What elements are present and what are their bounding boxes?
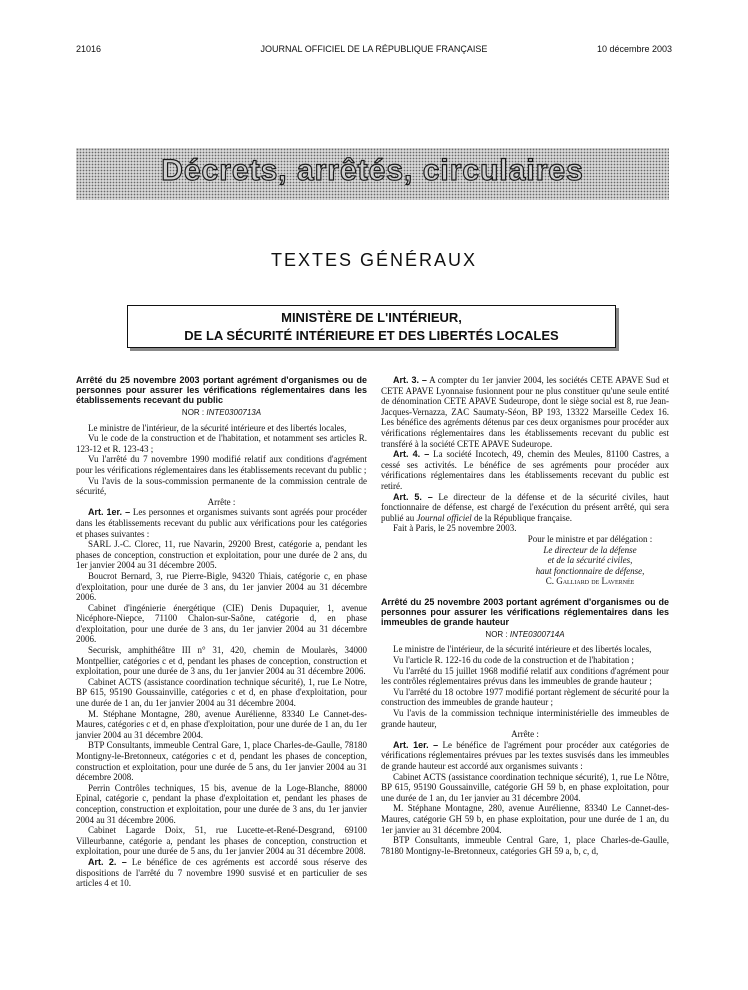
list-item: Securisk, amphithéâtre III n° 31, 420, chemin de Moularès, 34000 Montpellier, catégories c et d, pendant les phases de conception, construction et exploitation, pour une durée de 3 ans, du 1er janvier 2004 au 31 décembre 2006. bbox=[76, 645, 367, 677]
journal-title: JOURNAL OFFICIEL DE LA RÉPUBLIQUE FRANÇAISE bbox=[260, 44, 488, 54]
arrete-heading: Arrête : bbox=[511, 729, 539, 740]
article-2: Art. 2. – Le bénéfice de ces agréments est accordé sous réserve des dispositions de l'arrêté du 7 novembre 1990 susvisé et en particulier de ses articles 4 et 10. bbox=[76, 856, 368, 889]
article-label: Art. 2. – bbox=[88, 856, 127, 867]
list-item: M. Stéphane Montagne, 280, avenue Aurélienne, 83340 Le Cannet-des-Maures, catégories c et d, en phase d'exploitation, pour une durée de 1 an, du 1er janvier 2004 au 31 décembre 2004. bbox=[76, 708, 367, 740]
article-5: Art. 5. – Le directeur de la défense et de la sécurité civiles, haut fonctionnaire de défense, est chargé de l'exécution du présent arrêté, qui sera publié au Journal officiel de la République française. bbox=[381, 491, 670, 523]
nor-reference-2: NOR : INTE0300714A bbox=[485, 629, 565, 639]
article-label: Art. 4. – bbox=[393, 449, 430, 460]
paragraph: Vu l'article R. 122-16 du code de la construction et de l'habitation ; bbox=[393, 655, 634, 666]
list-item: Cabinet ACTS (assistance coordination technique sécurité), 1, rue Le Nôtre, BP 615, 95190 Goussainville, catégorie GH 59 b, en phase exploitation, pour une durée de 1 an, du 1er janvier au 31 décembre 2004. bbox=[381, 771, 669, 803]
signature-block bbox=[381, 534, 669, 587]
right-column bbox=[381, 375, 669, 856]
paragraph: Vu l'arrêté du 15 juillet 1968 modifié relatif aux conditions d'agrément pour les contrôles réglementaires prévus dans les immeubles de grande hauteur ; bbox=[381, 665, 669, 687]
list-item: Cabinet Lagarde Doix, 51, rue Lucette-et-René-Desgrand, 69100 Villeurbanne, catégorie a, pendant les phases de conception, construction et exploitation, pour une durée de 5 ans, du 1er janvier 2004 au 31 décembre 2008. bbox=[76, 825, 367, 857]
decree-title-2: Arrêté du 25 novembre 2003 portant agrément d'organismes ou de personnes pour assurer les vérifications réglementaires dans les immeubles de grande hauteur bbox=[381, 596, 669, 627]
list-item: Perrin Contrôles techniques, 15 bis, avenue de la Loge-Blanche, 88000 Epinal, catégorie c, pendant la phase d'exploitation et, pendant les phases de conception, construction et exploitation, pour une durée de 3 ans, du 1er janvier 2004 au 31 décembre 2006. bbox=[76, 782, 367, 825]
done-at: Fait à Paris, le 25 novembre 2003. bbox=[393, 523, 517, 534]
signature-line: Le directeur de la défense bbox=[543, 544, 637, 555]
paragraph: Vu l'arrêté du 7 novembre 1990 modifié relatif aux conditions d'agrément pour les vérifications réglementaires dans les établissements recevant du public ; bbox=[76, 454, 367, 475]
signature-line: et de la sécurité civiles, bbox=[547, 555, 633, 566]
section-banner bbox=[76, 148, 669, 200]
article-3: Art. 3. – A compter du 1er janvier 2004, les sociétés CETE APAVE Sud et CETE APAVE Lyonnaise fusionnent pour ne plus constituer qu'une seule entité de dénomination CETE APAVE Sudeurope, dont le siège social est 8, rue Jean-Jacques-Vernazza, ZAC Saumaty-Séon, BP 193, 13322 Marseille Cedex 16. Les bénéfice des agréments détenus par ces deux organismes pour procéder aux vérifications réglementaires dans les établissements recevant du public est transféré à la société CETE APAVE Sudeurope. bbox=[381, 375, 669, 449]
article-label: Art. 5. – bbox=[393, 491, 433, 502]
paragraph: Le ministre de l'intérieur, de la sécurité intérieure et des libertés locales, bbox=[88, 422, 347, 433]
signature-line: Pour le ministre et par délégation : bbox=[527, 533, 653, 544]
list-item: BTP Consultants, immeuble Central Gare, 1, place Charles-de-Gaulle, 78180 Montigny-le-Bretonneux, catégories c et d, pendant les phases de conception, construction et exploitation, pour une durée de 5 ans, du 1er janvier 2004 au 31 décembre 2008. bbox=[76, 740, 367, 783]
arrete-heading: Arrête : bbox=[207, 496, 236, 507]
paragraph: Le ministre de l'intérieur, de la sécurité intérieure et des libertés locales, bbox=[393, 644, 652, 655]
paragraph: Vu l'arrêté du 18 octobre 1977 modifié portant règlement de sécurité pour la construction des immeubles de grande hauteur ; bbox=[381, 686, 669, 708]
decree-title-1: Arrêté du 25 novembre 2003 portant agrément d'organismes ou de personnes pour assurer les vérifications réglementaires dans les établissements recevant du public bbox=[76, 375, 367, 405]
section-title: TEXTES GÉNÉRAUX bbox=[270, 250, 478, 270]
article-label: Art. 1er. – bbox=[88, 507, 131, 518]
article-4: Art. 4. – La société Incotech, 49, chemin des Meules, 81100 Castres, a cessé ses activités. Le bénéfice de ses agréments pour procéder aux vérifications réglementaires dans les établissements recevant du public est retiré. bbox=[381, 449, 670, 491]
ministry-line-2: DE LA SÉCURITÉ INTÉRIEURE ET DES LIBERTÉS LOCALES bbox=[184, 328, 559, 343]
signature-line: haut fonctionnaire de défense, bbox=[535, 565, 645, 576]
paragraph: Vu l'avis de la sous-commission permanente de la commission centrale de sécurité, bbox=[76, 475, 367, 497]
article-label: Art. 3. – bbox=[393, 375, 427, 385]
paragraph: Vu le code de la construction et de l'habitation, et notamment ses articles R. 123-12 et R. 123-43 ; bbox=[76, 433, 367, 454]
issue-date: 10 décembre 2003 bbox=[596, 44, 672, 54]
paragraph: Vu l'avis de la commission technique interministérielle des immeubles de grande hauteur, bbox=[381, 708, 669, 729]
article-label: Art. 1er. – bbox=[393, 739, 439, 750]
page-header bbox=[76, 44, 672, 58]
banner-title: Décrets, arrêtés, circulaires bbox=[161, 154, 584, 187]
ministry-line-1: MINISTÈRE DE L'INTÉRIEUR, bbox=[281, 310, 462, 325]
list-item: Boucrot Bernard, 3, rue Pierre-Bigle, 94320 Thiais, catégorie c, en phase d'exploitation, pour une durée de 3 ans, du 1er janvier 2004 au 31 décembre 2006. bbox=[76, 570, 367, 603]
list-item: Cabinet ACTS (assistance coordination technique sécurité), 1, rue Le Notre, BP 615, 95190 Goussainville, catégories c et d, en phase d'exploitation, pour une durée de 1 an, du 1er janvier 2004 au 31 décembre 2004. bbox=[76, 676, 367, 709]
article-1: Art. 1er. – Les personnes et organismes suivants sont agréés pour procéder dans les établissements recevant du public aux vérifications pour les catégories et phases suivantes : bbox=[76, 507, 367, 539]
list-item: BTP Consultants, immeuble Central Gare, 1, place Charles-de-Gaulle, 78180 Montigny-le-Bretonneux, catégories GH 59 a, b, c, d, bbox=[381, 835, 669, 856]
list-item: Cabinet d'ingénierie énergétique (CIE) Denis Dupaquier, 1, avenue Nicéphore-Niepce, 71100 Chalon-sur-Saône, catégorie d, en phase d'exploitation, pour une durée de 3 ans, du 1er janvier 2004 au 31 décembre 2006. bbox=[76, 602, 367, 645]
article-1: Art. 1er. – Le bénéfice de l'agrément pour procéder aux catégories de vérifications réglementaires prévues par les textes susvisés dans les immeubles de grande hauteur est accordé aux organismes suivants : bbox=[381, 739, 670, 771]
left-column bbox=[76, 375, 367, 889]
page-number: 21016 bbox=[76, 44, 102, 54]
signatory-name: C. Galliard de Lavernée bbox=[545, 576, 635, 587]
list-item: M. Stéphane Montagne, 280, avenue Aurélienne, 83340 Le Cannet-des-Maures, catégorie GH 59 b, en phase exploitation, pour une durée de 1 an, du 1er janvier au 31 décembre 2004. bbox=[381, 803, 669, 835]
ministry-box bbox=[127, 305, 616, 348]
list-item: SARL J.-C. Clorec, 11, rue Navarin, 29200 Brest, catégorie a, pendant les phases de conception, construction et exploitation, pour une durée de 2 ans, du 1er janvier 2004 au 31 décembre 2005. bbox=[76, 539, 367, 571]
nor-reference-1: NOR : INTE0300713A bbox=[181, 408, 262, 417]
